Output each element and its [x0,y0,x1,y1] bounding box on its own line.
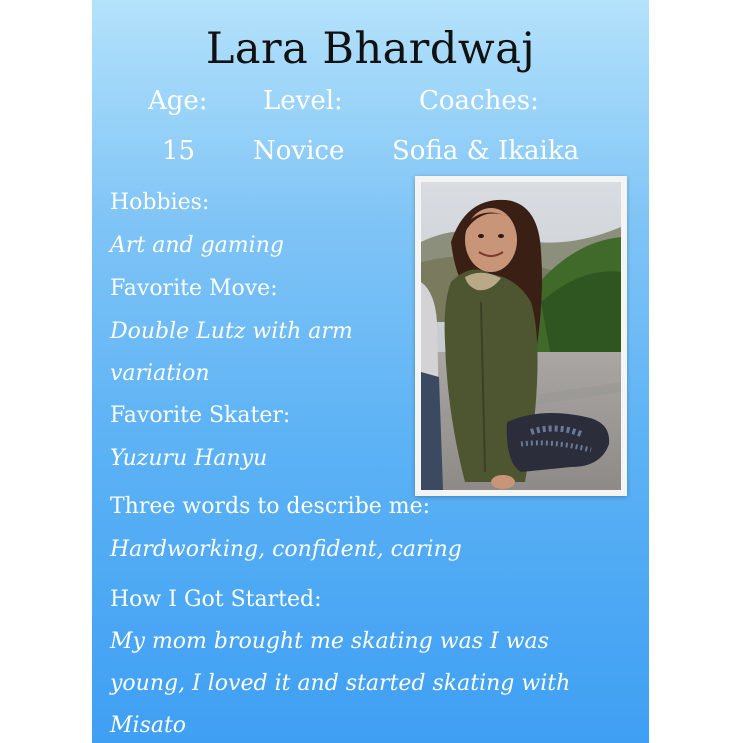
three-words-value: Hardworking, confident, caring [110,537,462,562]
favorite-move-value-line2: variation [110,361,210,386]
coaches-value: Sofia & Ikaika [392,136,580,166]
level-value: Novice [253,136,345,166]
how-started-line1: My mom brought me skating was I was [110,629,549,654]
favorite-move-label: Favorite Move: [110,276,278,301]
how-started-line3: Misato [110,713,187,738]
three-words-label: Three words to describe me: [110,494,431,519]
hobbies-label: Hobbies: [110,190,210,215]
skater-name: Lara Bhardwaj [205,24,536,74]
skater-photo [415,176,627,496]
how-started-line2: young, I loved it and started skating with [110,671,571,696]
skater-photo-image [421,182,621,490]
how-started-label: How I Got Started: [110,587,322,612]
age-value: 15 [162,136,196,166]
favorite-move-value-line1: Double Lutz with arm [110,319,353,344]
hobbies-value: Art and gaming [110,233,284,258]
favorite-skater-value: Yuzuru Hanyu [110,446,268,471]
skater-profile-card [92,0,649,743]
age-label: Age: [148,86,208,116]
level-label: Level: [263,86,343,116]
coaches-label: Coaches: [419,86,539,116]
favorite-skater-label: Favorite Skater: [110,403,291,428]
